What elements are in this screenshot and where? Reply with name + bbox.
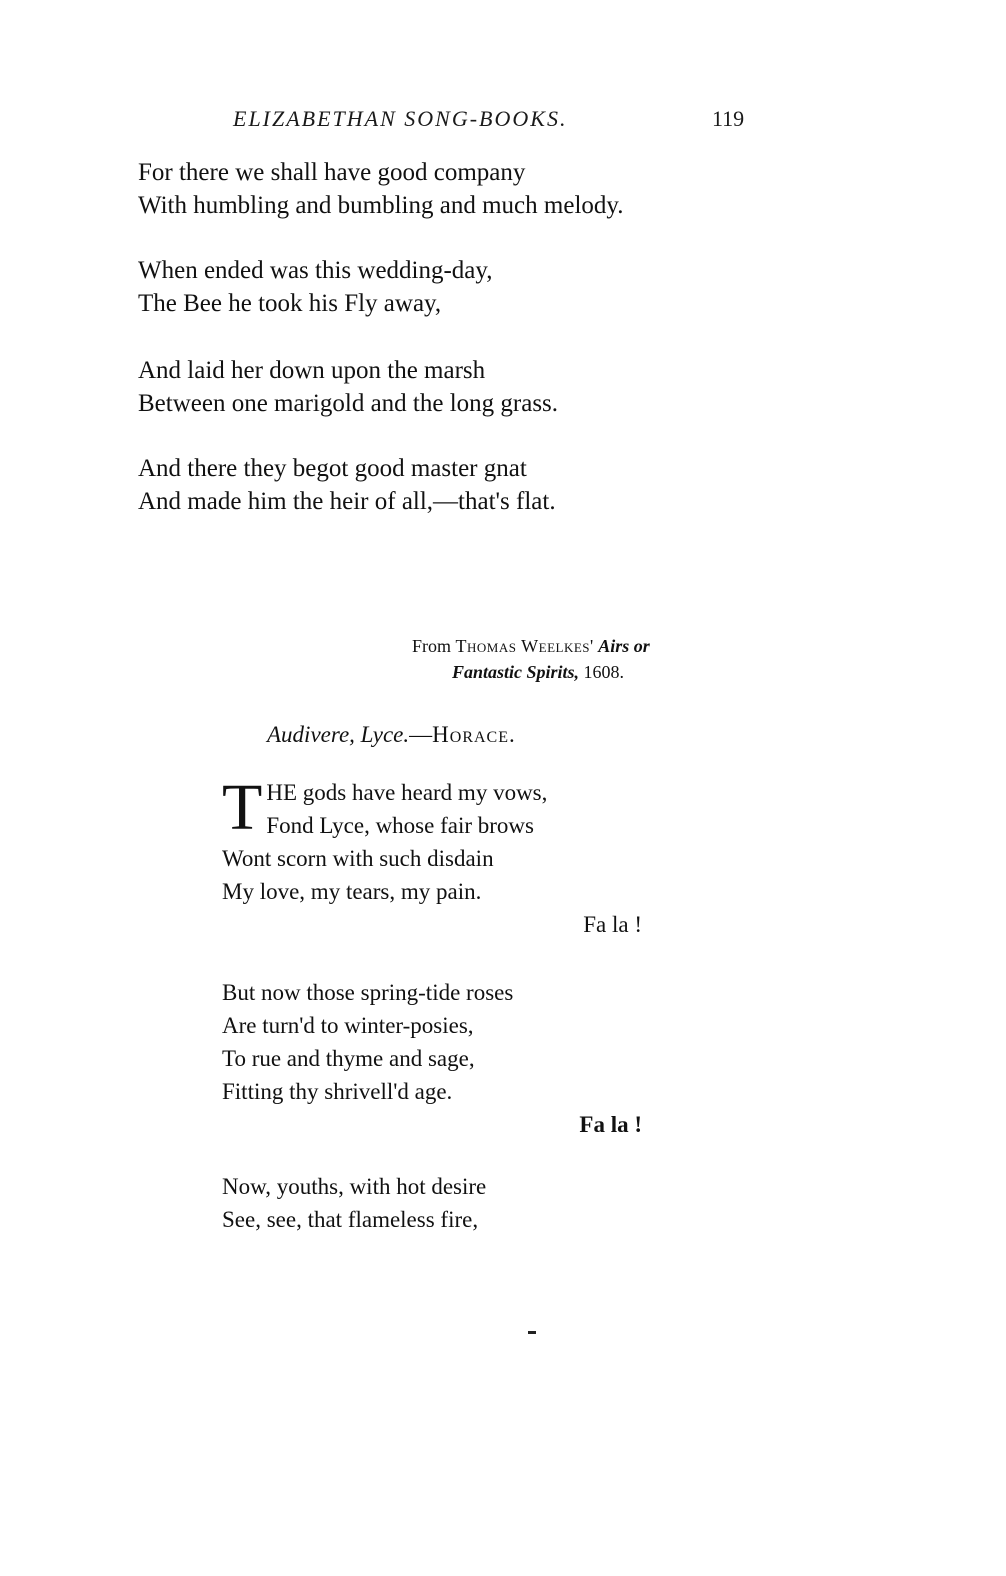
verse-line: Fitting thy shrivell'd age.: [222, 1079, 453, 1104]
attribution-title-2: Fantastic Spirits,: [452, 662, 580, 682]
source-attribution: [412, 633, 650, 685]
refrain: Fa la !: [579, 1112, 642, 1137]
verse-line: HE gods have heard my vows,: [266, 780, 548, 805]
verse-line: Fond Lyce, whose fair brows: [266, 813, 534, 838]
stanza-3: [138, 354, 558, 420]
verse-line: And laid her down upon the marsh: [138, 357, 486, 384]
epigraph: [267, 722, 516, 748]
stanza-1: [138, 156, 624, 222]
verse-line: With humbling and bumbling and much melody.: [138, 192, 624, 219]
epigraph-dash: —: [409, 722, 433, 747]
verse-line: Between one marigold and the long grass.: [138, 390, 559, 417]
stanza-4: [138, 452, 556, 518]
attribution-year: 1608.: [583, 662, 625, 682]
verse-line: And there they begot good master gnat: [138, 455, 527, 482]
verse-line: When ended was this wedding-day,: [138, 257, 493, 284]
attribution-line-2: [412, 659, 650, 685]
verse-line: Are turn'd to winter-posies,: [222, 1013, 474, 1038]
verse-line: For there we shall have good company: [138, 159, 526, 186]
verse-line: And made him the heir of all,—that's flat.: [138, 488, 556, 515]
verse-line: The Bee he took his Fly away,: [138, 290, 442, 317]
epigraph-quote: Audivere, Lyce.: [267, 722, 410, 747]
verse-line: My love, my tears, my pain.: [222, 879, 482, 904]
poem-stanza-3: [222, 1170, 682, 1236]
verse-line: Wont scorn with such disdain: [222, 846, 494, 871]
verse-line: To rue and thyme and sage,: [222, 1046, 475, 1071]
running-title: ELIZABETHAN SONG-BOOKS.: [233, 106, 568, 131]
drop-cap: T: [222, 771, 263, 844]
poem-stanza-2: [222, 976, 682, 1141]
attribution-author: Thomas Weelkes': [455, 636, 594, 656]
attribution-from: From: [412, 636, 452, 656]
verse-line: See, see, that flameless fire,: [222, 1207, 479, 1232]
epigraph-source: Horace.: [432, 722, 516, 747]
refrain: Fa la !: [583, 912, 642, 937]
page-number: 119: [712, 106, 745, 131]
verse-line: But now those spring-tide roses: [222, 980, 514, 1005]
attribution-line-1: [412, 633, 650, 659]
stanza-2: [138, 254, 493, 320]
attribution-title-1: Airs or: [598, 636, 650, 656]
verse-line: Now, youths, with hot desire: [222, 1174, 487, 1199]
poem-stanza-1: [222, 771, 682, 941]
printer-mark: [528, 1331, 536, 1334]
